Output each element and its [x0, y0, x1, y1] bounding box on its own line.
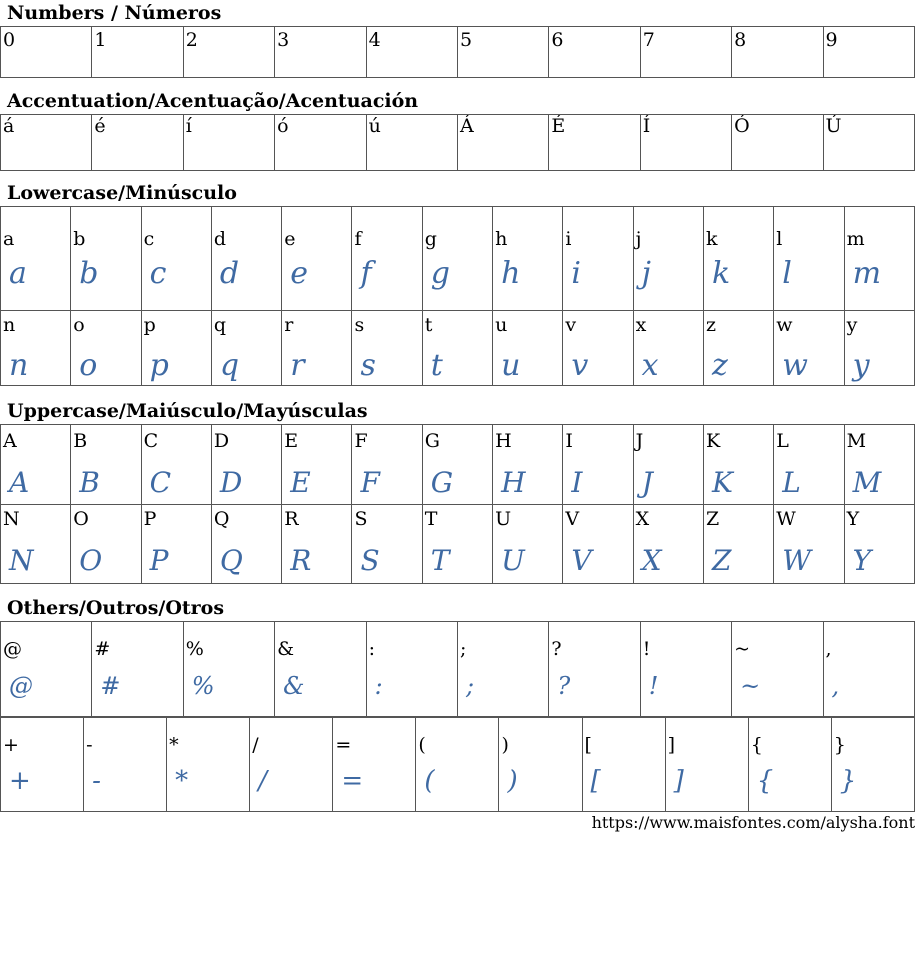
- font-sample-glyph: }: [839, 766, 857, 796]
- font-sample-glyph: ]: [673, 766, 684, 796]
- glyph-cell: [703, 505, 773, 584]
- font-sample-glyph: ,: [831, 672, 840, 700]
- glyph-cell: [1, 27, 92, 78]
- font-sample-glyph: P: [149, 544, 169, 577]
- glyph-cell: [352, 505, 422, 584]
- character-label: í: [185, 115, 192, 137]
- character-label: H: [495, 430, 512, 452]
- glyph-cell: [275, 622, 366, 717]
- glyph-cell: [183, 115, 274, 171]
- character-label: v: [565, 314, 577, 336]
- character-label: X: [635, 508, 650, 530]
- character-label: W: [776, 508, 796, 530]
- font-sample-glyph: :: [374, 672, 383, 700]
- character-label: j: [635, 228, 642, 250]
- font-sample-glyph: h: [501, 256, 521, 291]
- character-label: Ó: [734, 115, 750, 137]
- font-sample-glyph: @: [9, 672, 33, 700]
- glyph-cell: [732, 622, 823, 717]
- font-sample-glyph: Q: [219, 544, 243, 577]
- character-label: g: [424, 228, 437, 250]
- glyph-cell: [774, 505, 844, 584]
- character-label: 8: [734, 29, 747, 51]
- character-label: 1: [94, 29, 107, 51]
- glyph-cell: [499, 718, 582, 812]
- glyph-cell: [774, 207, 844, 311]
- glyph-cell: [92, 27, 183, 78]
- character-label: x: [635, 314, 647, 336]
- font-sample-glyph: J: [641, 466, 653, 499]
- character-label: Z: [705, 508, 720, 530]
- character-label: m: [846, 228, 865, 250]
- table-row: [1, 718, 915, 812]
- glyph-cell: [493, 505, 563, 584]
- character-label: K: [705, 430, 721, 452]
- character-label: o: [73, 314, 85, 336]
- character-label: Á: [459, 115, 474, 137]
- character-label: [: [584, 734, 592, 756]
- font-sample-glyph: -: [92, 766, 101, 796]
- font-sample-glyph: y: [852, 348, 870, 383]
- font-sample-glyph: q: [219, 348, 240, 383]
- font-sample-glyph: A: [9, 466, 30, 499]
- others-title: Others/Outros/Otros: [7, 597, 225, 619]
- character-label: w: [776, 314, 793, 336]
- glyph-cell: [141, 505, 211, 584]
- glyph-cell: [422, 425, 492, 505]
- glyph-cell: [549, 622, 640, 717]
- font-sample-glyph: a: [9, 256, 27, 291]
- character-label: #: [94, 638, 111, 660]
- font-sample-glyph: E: [290, 466, 311, 499]
- font-sample-glyph: %: [191, 672, 215, 700]
- font-sample-glyph: =: [341, 766, 364, 796]
- character-label: t: [424, 314, 433, 336]
- table-row: [1, 311, 915, 386]
- glyph-cell: [211, 505, 281, 584]
- font-sample-glyph: F: [360, 466, 380, 499]
- font-sample-glyph: b: [79, 256, 99, 291]
- glyph-cell: [416, 718, 499, 812]
- table-row: [1, 207, 915, 311]
- glyph-cell: [831, 718, 914, 812]
- glyph-cell: [1, 311, 71, 386]
- glyph-cell: [141, 207, 211, 311]
- glyph-cell: [366, 622, 457, 717]
- character-label: P: [143, 508, 157, 530]
- font-sample-glyph: O: [79, 544, 103, 577]
- glyph-cell: [823, 622, 914, 717]
- character-label: M: [846, 430, 867, 452]
- character-label: Í: [642, 115, 651, 137]
- glyph-cell: [563, 207, 633, 311]
- character-label: A: [3, 430, 17, 452]
- font-sample-glyph: c: [149, 256, 167, 291]
- lowercase-title: Lowercase/Minúsculo: [7, 182, 237, 204]
- glyph-cell: [640, 115, 731, 171]
- character-label: J: [635, 430, 644, 452]
- font-sample-glyph: t: [430, 348, 443, 383]
- glyph-cell: [71, 505, 141, 584]
- character-label: ;: [459, 638, 467, 660]
- glyph-cell: [366, 115, 457, 171]
- character-label: r: [284, 314, 294, 336]
- glyph-cell: [366, 27, 457, 78]
- font-sample-glyph: C: [149, 466, 172, 499]
- font-sample-glyph: x: [641, 348, 659, 383]
- glyph-cell: [71, 311, 141, 386]
- font-sample-glyph: o: [79, 348, 98, 383]
- glyph-cell: [275, 27, 366, 78]
- character-label: l: [776, 228, 783, 250]
- character-label: a: [3, 228, 15, 250]
- glyph-cell: [844, 311, 914, 386]
- character-label: É: [551, 115, 566, 137]
- character-label: i: [565, 228, 572, 250]
- font-sample-glyph: U: [501, 544, 525, 577]
- character-label: y: [846, 314, 858, 336]
- glyph-cell: [748, 718, 831, 812]
- glyph-cell: [774, 425, 844, 505]
- glyph-cell: [92, 115, 183, 171]
- glyph-cell: [211, 207, 281, 311]
- font-sample-glyph: z: [711, 348, 728, 383]
- glyph-cell: [211, 425, 281, 505]
- character-label: ,: [825, 638, 832, 660]
- glyph-cell: [71, 425, 141, 505]
- glyph-cell: [352, 425, 422, 505]
- glyph-cell: [141, 311, 211, 386]
- character-label: 9: [825, 29, 838, 51]
- character-label: s: [354, 314, 365, 336]
- glyph-cell: [457, 622, 548, 717]
- glyph-cell: [703, 425, 773, 505]
- font-sample-glyph: I: [571, 466, 583, 499]
- glyph-cell: [92, 622, 183, 717]
- character-label: á: [3, 115, 15, 137]
- font-sample-glyph: n: [9, 348, 29, 383]
- glyph-cell: [1, 115, 92, 171]
- character-label: p: [143, 314, 156, 336]
- table-row: [1, 622, 915, 717]
- character-label: @: [3, 638, 22, 660]
- font-sample-glyph: /: [258, 766, 267, 796]
- font-sample-glyph: p: [149, 348, 169, 383]
- glyph-cell: [211, 311, 281, 386]
- table-row: [1, 27, 915, 78]
- glyph-cell: [633, 505, 703, 584]
- table-row: [1, 115, 915, 171]
- glyph-cell: [844, 425, 914, 505]
- glyph-cell: [844, 207, 914, 311]
- font-sample-glyph: +: [9, 766, 31, 796]
- character-label: 4: [368, 29, 381, 51]
- glyph-cell: [493, 425, 563, 505]
- character-label: h: [495, 228, 508, 250]
- font-sample-glyph: H: [501, 466, 526, 499]
- glyph-cell: [333, 718, 416, 812]
- uppercase-title: Uppercase/Maiúsculo/Mayúsculas: [7, 400, 368, 422]
- glyph-cell: [1, 505, 71, 584]
- font-sample-glyph: ?: [557, 672, 571, 700]
- font-sample-glyph: Z: [711, 544, 732, 577]
- glyph-cell: [352, 207, 422, 311]
- glyph-cell: [282, 425, 352, 505]
- accentuation-table: [0, 114, 915, 171]
- glyph-cell: [352, 311, 422, 386]
- glyph-cell: [493, 207, 563, 311]
- character-label: R: [284, 508, 299, 530]
- glyph-cell: [71, 207, 141, 311]
- glyph-cell: [563, 505, 633, 584]
- character-label: E: [284, 430, 299, 452]
- character-label: N: [3, 508, 20, 530]
- character-label: G: [424, 430, 440, 452]
- glyph-cell: [640, 27, 731, 78]
- character-label: z: [705, 314, 716, 336]
- glyph-cell: [582, 718, 665, 812]
- character-label: D: [213, 430, 230, 452]
- glyph-cell: [282, 311, 352, 386]
- font-sample-glyph: r: [290, 348, 305, 383]
- font-sample-glyph: L: [782, 466, 801, 499]
- font-sample-glyph: S: [360, 544, 380, 577]
- character-label: T: [424, 508, 438, 530]
- font-sample-glyph: {: [756, 766, 774, 796]
- character-label: Q: [213, 508, 230, 530]
- character-label: ú: [368, 115, 381, 137]
- character-label: ): [501, 734, 509, 756]
- table-row: [1, 505, 915, 584]
- character-label: &: [277, 638, 295, 660]
- numbers-table: [0, 26, 915, 78]
- character-label: u: [495, 314, 508, 336]
- others-table-2: [0, 717, 915, 812]
- glyph-cell: [732, 115, 823, 171]
- font-sample-glyph: ;: [465, 672, 475, 700]
- glyph-cell: [1, 718, 84, 812]
- glyph-cell: [167, 718, 250, 812]
- font-sample-glyph: B: [79, 466, 100, 499]
- glyph-cell: [422, 505, 492, 584]
- character-label: {: [750, 734, 763, 756]
- character-label: C: [143, 430, 159, 452]
- glyph-cell: [275, 115, 366, 171]
- character-label: -: [86, 734, 93, 756]
- character-label: L: [776, 430, 789, 452]
- source-url: https://www.maisfontes.com/alysha.font: [591, 813, 915, 832]
- glyph-cell: [563, 425, 633, 505]
- font-sample-glyph: N: [9, 544, 34, 577]
- glyph-cell: [549, 27, 640, 78]
- character-label: 5: [459, 29, 473, 51]
- character-label: é: [94, 115, 106, 137]
- glyph-cell: [823, 27, 914, 78]
- font-sample-glyph: e: [290, 256, 308, 291]
- font-sample-glyph: *: [175, 766, 189, 796]
- character-label: b: [73, 228, 86, 250]
- font-sample-glyph: X: [641, 544, 662, 577]
- glyph-cell: [774, 311, 844, 386]
- font-sample-glyph: l: [782, 256, 792, 291]
- character-label: (: [418, 734, 426, 756]
- table-row: [1, 425, 915, 505]
- glyph-cell: [141, 425, 211, 505]
- font-sample-glyph: M: [852, 466, 882, 499]
- character-label: =: [335, 734, 352, 756]
- character-label: U: [495, 508, 512, 530]
- character-label: F: [354, 430, 368, 452]
- font-sample-glyph: ): [507, 766, 518, 796]
- font-sample-glyph: k: [711, 256, 731, 291]
- character-label: 0: [3, 29, 16, 51]
- glyph-cell: [633, 207, 703, 311]
- character-label: I: [565, 430, 573, 452]
- character-label: e: [284, 228, 296, 250]
- character-label: ó: [277, 115, 289, 137]
- font-sample-glyph: [: [590, 766, 601, 796]
- glyph-cell: [1, 622, 92, 717]
- character-label: ~: [734, 638, 751, 660]
- lowercase-table: [0, 206, 915, 386]
- font-sample-glyph: m: [852, 256, 882, 291]
- font-sample-glyph: g: [430, 256, 450, 291]
- character-label: n: [3, 314, 16, 336]
- font-sample-glyph: v: [571, 348, 589, 383]
- glyph-cell: [183, 622, 274, 717]
- glyph-cell: [665, 718, 748, 812]
- font-sample-glyph: Y: [852, 544, 872, 577]
- character-label: O: [73, 508, 89, 530]
- font-sample-glyph: #: [100, 672, 121, 700]
- character-label: *: [169, 734, 179, 756]
- glyph-cell: [703, 207, 773, 311]
- character-label: V: [565, 508, 580, 530]
- font-sample-glyph: u: [501, 348, 521, 383]
- character-label: !: [642, 638, 651, 660]
- font-sample-glyph: d: [219, 256, 240, 291]
- glyph-cell: [823, 115, 914, 171]
- character-label: +: [3, 734, 19, 756]
- character-label: %: [185, 638, 204, 660]
- character-label: ?: [551, 638, 562, 660]
- font-sample-glyph: !: [648, 672, 659, 700]
- glyph-cell: [633, 311, 703, 386]
- others-table-1: [0, 621, 915, 717]
- font-sample-glyph: w: [782, 348, 808, 383]
- glyph-cell: [457, 27, 548, 78]
- glyph-cell: [282, 207, 352, 311]
- glyph-cell: [844, 505, 914, 584]
- character-label: :: [368, 638, 375, 660]
- glyph-cell: [1, 425, 71, 505]
- character-label: q: [213, 314, 227, 336]
- character-label: ]: [667, 734, 676, 756]
- character-label: 6: [551, 29, 564, 51]
- glyph-cell: [493, 311, 563, 386]
- glyph-cell: [457, 115, 548, 171]
- glyph-cell: [422, 207, 492, 311]
- font-sample-glyph: R: [290, 544, 312, 577]
- font-sample-glyph: V: [571, 544, 592, 577]
- character-label: /: [252, 734, 259, 756]
- numbers-title: Numbers / Números: [7, 2, 222, 24]
- glyph-cell: [250, 718, 333, 812]
- character-label: 3: [277, 29, 290, 51]
- glyph-cell: [633, 425, 703, 505]
- character-label: k: [705, 228, 718, 250]
- character-label: f: [354, 228, 362, 250]
- character-label: B: [73, 430, 88, 452]
- glyph-cell: [563, 311, 633, 386]
- character-label: Y: [846, 508, 860, 530]
- uppercase-table: [0, 424, 915, 584]
- glyph-cell: [183, 27, 274, 78]
- font-sample-glyph: ~: [740, 672, 761, 700]
- font-sample-glyph: D: [219, 466, 243, 499]
- glyph-cell: [640, 622, 731, 717]
- character-label: }: [833, 734, 846, 756]
- character-label: 2: [185, 29, 198, 51]
- character-label: Ú: [825, 115, 842, 137]
- font-sample-glyph: T: [430, 544, 450, 577]
- character-label: c: [143, 228, 155, 250]
- font-sample-glyph: &: [283, 672, 305, 700]
- glyph-cell: [1, 207, 71, 311]
- font-sample-glyph: s: [360, 348, 376, 383]
- character-label: S: [354, 508, 368, 530]
- glyph-cell: [422, 311, 492, 386]
- font-sample-glyph: K: [711, 466, 733, 499]
- font-sample-glyph: W: [782, 544, 812, 577]
- accentuation-title: Accentuation/Acentuação/Acentuación: [7, 90, 419, 112]
- character-label: 7: [642, 29, 655, 51]
- font-sample-glyph: i: [571, 256, 581, 291]
- glyph-cell: [703, 311, 773, 386]
- font-sample-glyph: j: [641, 256, 651, 291]
- font-sample-glyph: f: [360, 256, 372, 291]
- character-label: d: [213, 228, 227, 250]
- glyph-cell: [282, 505, 352, 584]
- font-sample-glyph: (: [424, 766, 435, 796]
- glyph-cell: [549, 115, 640, 171]
- glyph-cell: [84, 718, 167, 812]
- glyph-cell: [732, 27, 823, 78]
- font-sample-glyph: G: [430, 466, 454, 499]
